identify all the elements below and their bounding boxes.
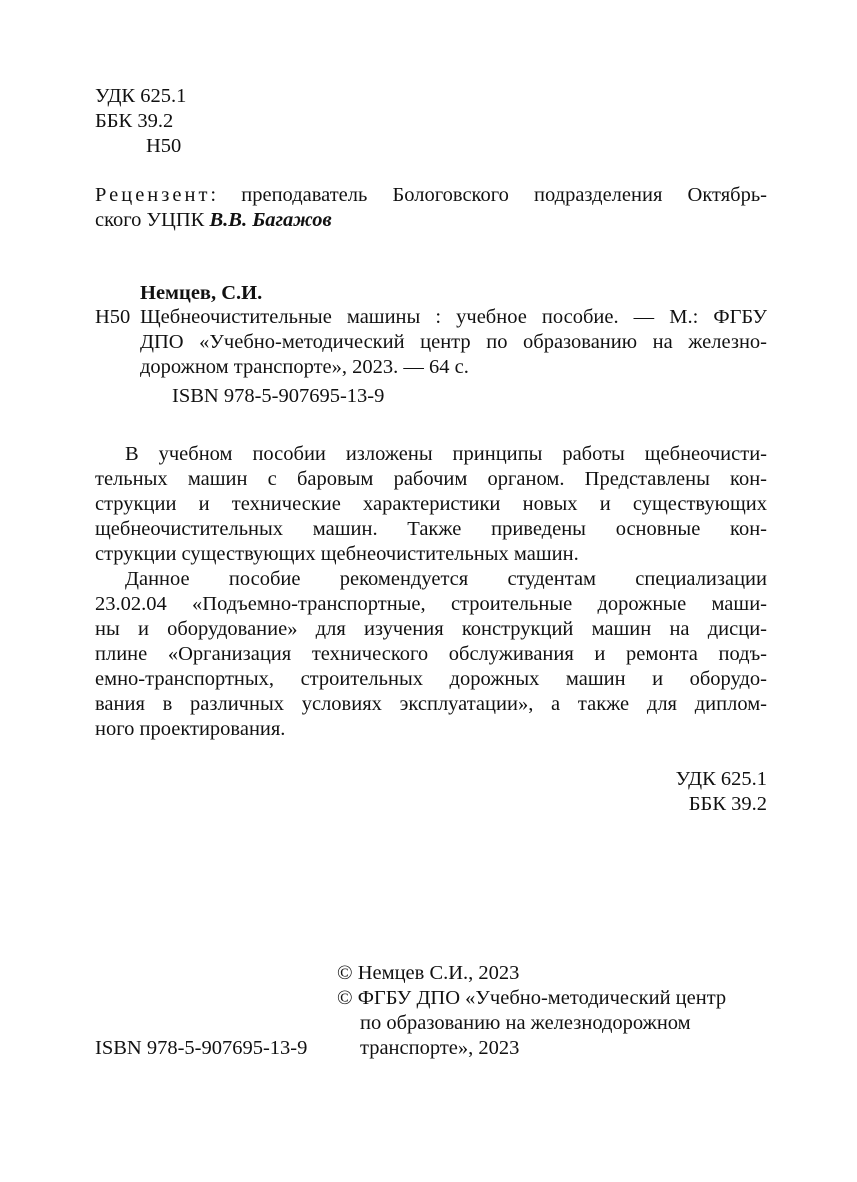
abstract-paragraph-1	[95, 442, 767, 567]
abstract-line: щебнеочистительных машин. Также приведены основные кон-	[95, 518, 767, 540]
reviewer-block	[95, 183, 767, 233]
udk-code-right: УДК 625.1	[675, 768, 767, 790]
biblio-line: дорожном транспорте», 2023. — 64 с.	[140, 356, 469, 378]
abstract-line: емно-транспортных, строительных дорожных машин и оборудо-	[95, 668, 767, 690]
copyright-publisher-cont: транспорте», 2023	[360, 1037, 520, 1059]
abstract-line: 23.02.04 «Подъемно-транспортные, строительные дорожные маши-	[95, 593, 767, 615]
card-author: Немцев, С.И.	[140, 282, 263, 304]
abstract	[95, 442, 767, 742]
copyright-author: © Немцев С.И., 2023	[337, 962, 520, 984]
abstract-line: ного проектирования.	[95, 718, 286, 740]
udk-code: УДК 625.1	[95, 85, 187, 107]
abstract-line: плине «Организация технического обслуживания и ремонта подъ-	[95, 643, 767, 665]
reviewer-label: Рецензент	[95, 184, 211, 206]
card-cutter: Н50	[95, 306, 131, 328]
abstract-line: ны и оборудование» для изучения конструкций машин на дисци-	[95, 618, 767, 640]
abstract-paragraph-2	[95, 567, 767, 742]
bbk-code-right: ББК 39.2	[688, 793, 767, 815]
card-isbn: ISBN 978-5-907695-13-9	[172, 385, 385, 407]
reviewer-name: В.В. Багажов	[209, 209, 332, 231]
abstract-line: струкции существующих щебнеочистительных машин.	[95, 543, 579, 565]
reviewer-line-2-start: ского УЦПК	[95, 209, 210, 231]
abstract-line: Данное пособие рекомендуется студентам специализации	[125, 568, 767, 590]
biblio-line: ДПО «Учебно-методический центр по образованию на железно-	[140, 331, 767, 353]
card-bibliographic-description	[140, 305, 767, 380]
copyright-publisher: © ФГБУ ДПО «Учебно-методический центр	[337, 987, 727, 1009]
reviewer-line-2	[95, 208, 767, 233]
copyright-publisher-cont: по образованию на железнодорожном	[360, 1012, 691, 1034]
abstract-line: тельных машин с баровым рабочим органом. Представлены кон-	[95, 468, 767, 490]
cutter-code: Н50	[146, 135, 182, 157]
reviewer-line-1-rest: : преподаватель Бологовского подразделения Октябрь-	[210, 184, 767, 206]
biblio-line: Щебнеочистительные машины : учебное пособие. — М.: ФГБУ	[140, 306, 767, 328]
reviewer-line-1	[95, 183, 767, 208]
bbk-code: ББК 39.2	[95, 110, 174, 132]
abstract-line: вания в различных условиях эксплуатации», а также для диплом-	[95, 693, 767, 715]
abstract-line: В учебном пособии изложены принципы работы щебнеочисти-	[125, 443, 767, 465]
abstract-line: струкции и технические характеристики новых и существующих	[95, 493, 767, 515]
isbn-bottom: ISBN 978-5-907695-13-9	[95, 1037, 308, 1059]
